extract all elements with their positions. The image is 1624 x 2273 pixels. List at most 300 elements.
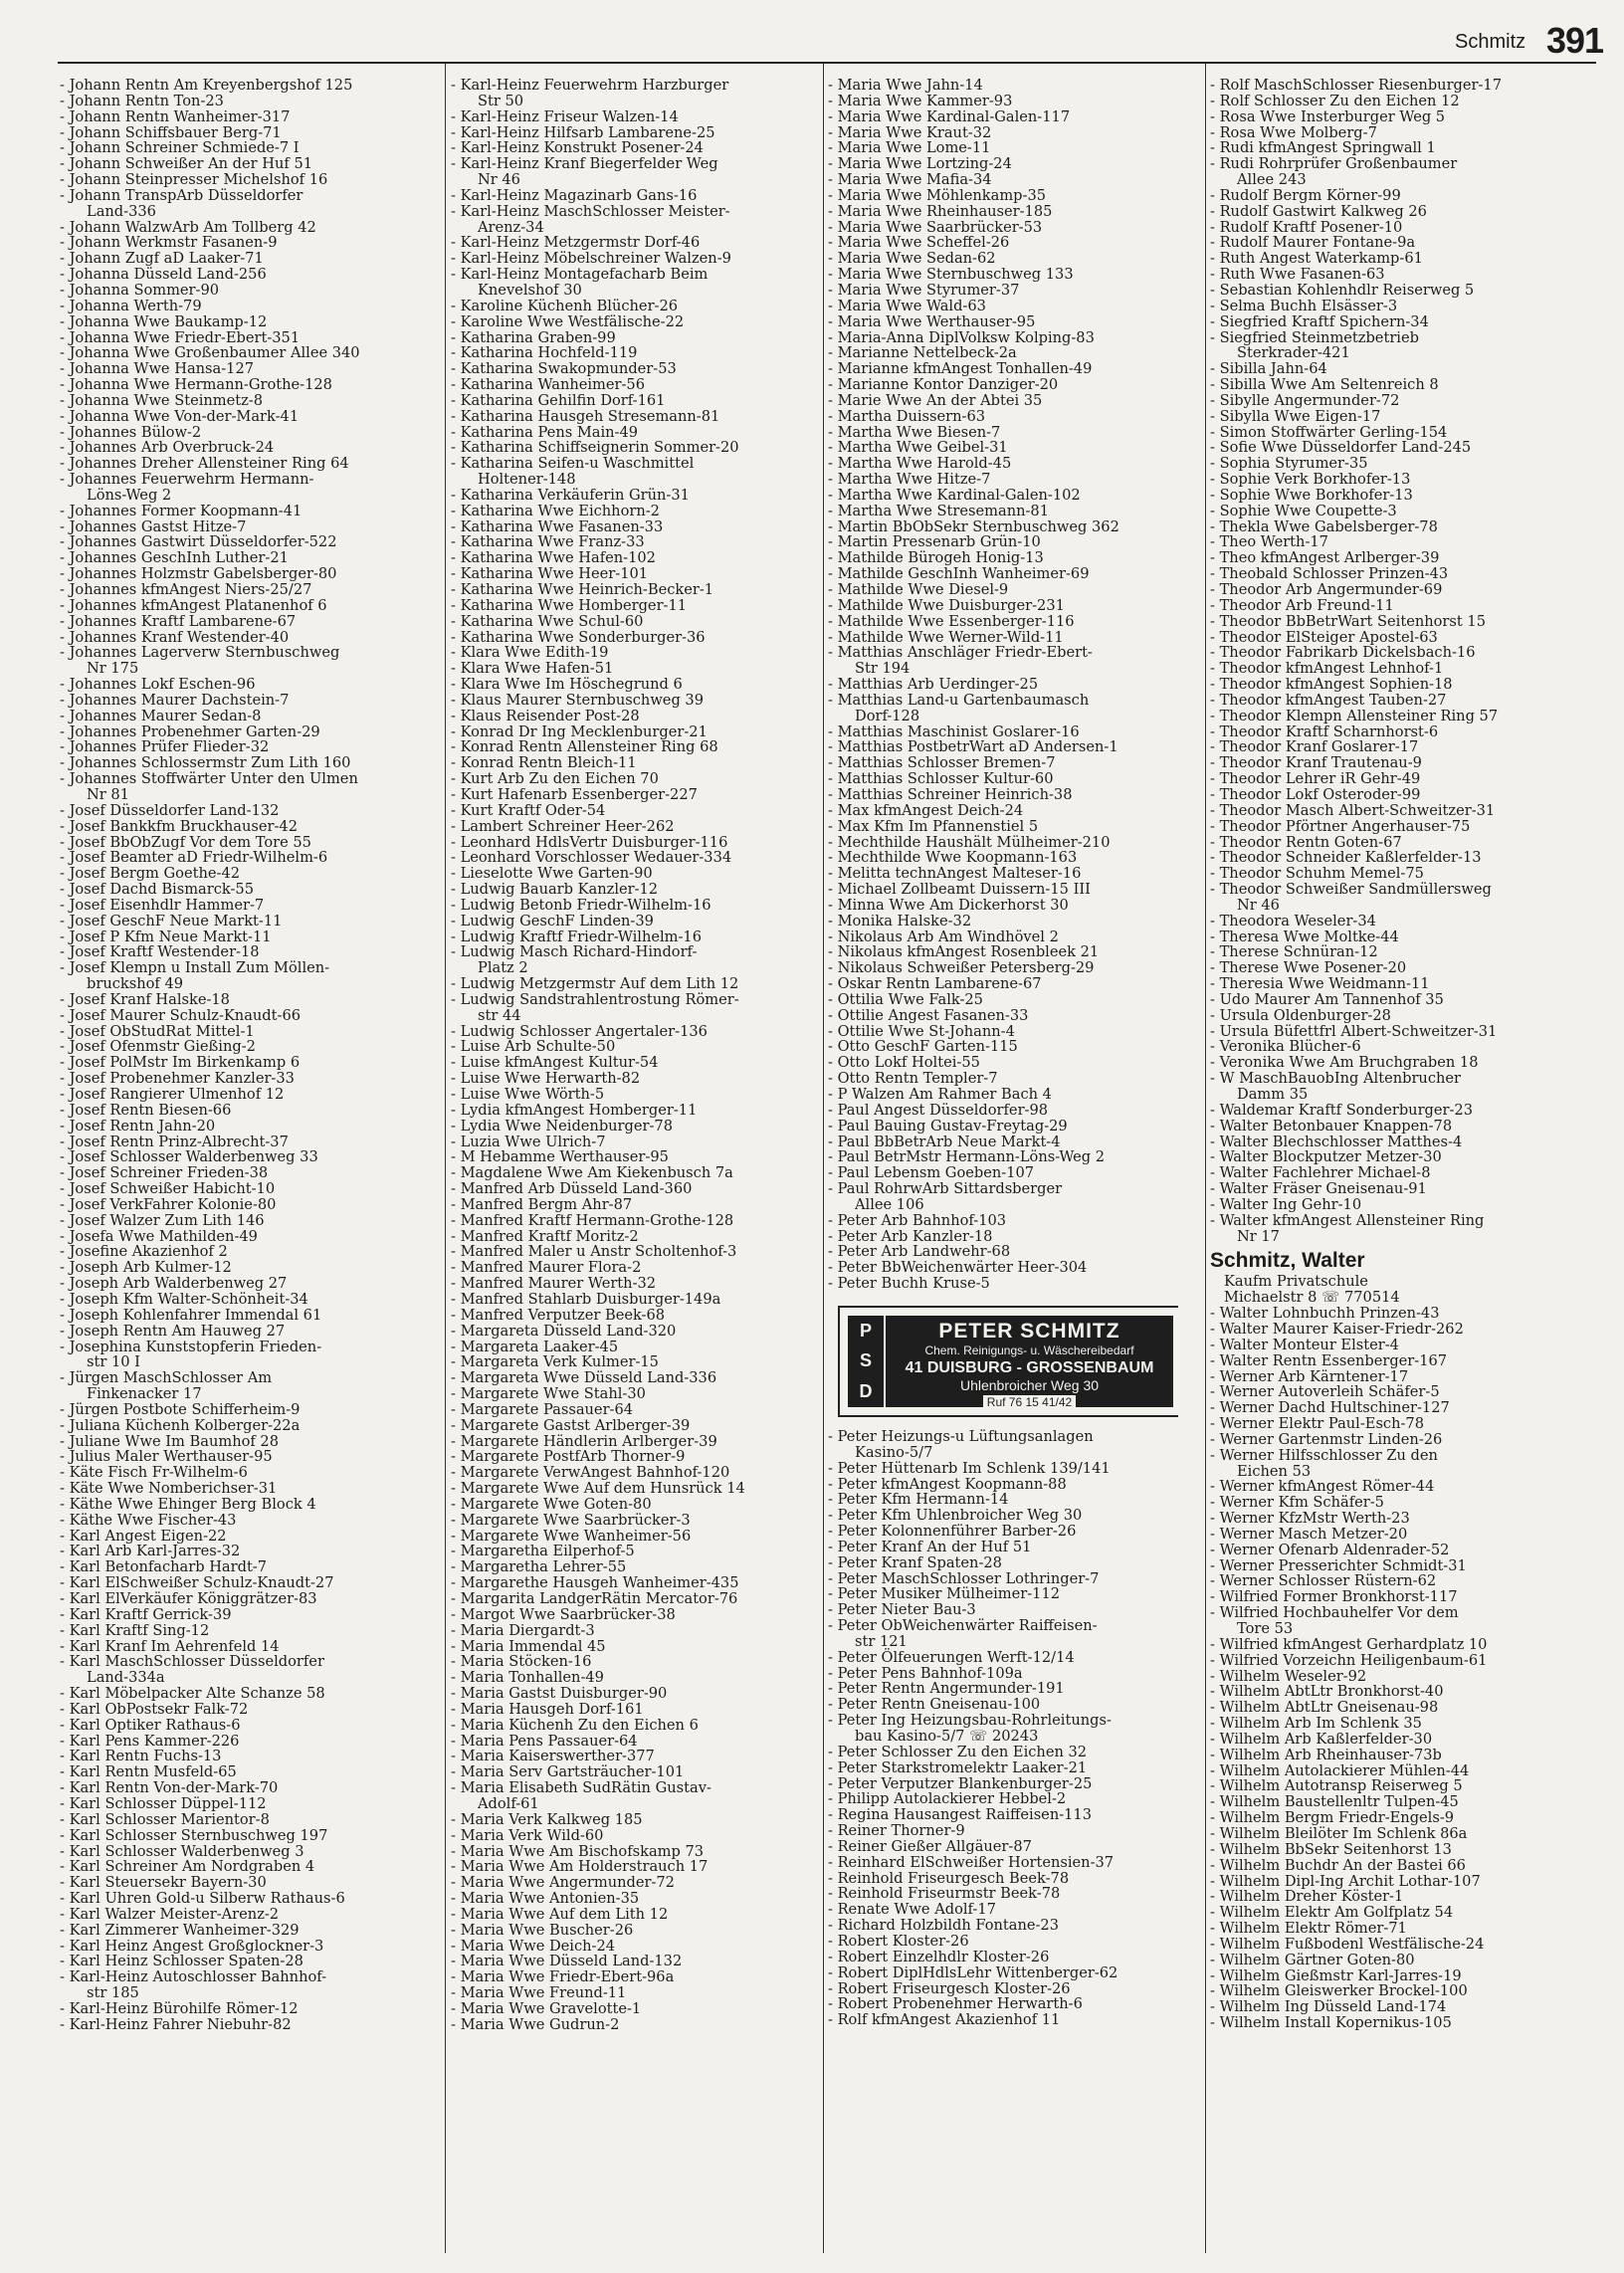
directory-column-4	[1210, 78, 1560, 2031]
directory-entry: - Margarete Gastst Arlberger-39	[451, 1416, 691, 1434]
directory-entry-continuation: str 121	[855, 1632, 908, 1650]
directory-entry: - Margarethe Hausgeh Wanheimer-435	[451, 1574, 739, 1592]
directory-entry: - Werner Ofenarb Aldenrader-52	[1210, 1541, 1450, 1558]
directory-entry: - Katharina Graben-99	[451, 328, 616, 346]
directory-column-3	[828, 78, 1178, 2028]
directory-entry: - Luise Arb Schulte-50	[451, 1038, 616, 1056]
directory-entry: - Wilfried kfmAngest Gerhardplatz 10	[1210, 1635, 1488, 1653]
page-number: 391	[1546, 20, 1604, 61]
directory-entry: - Werner kfmAngest Römer-44	[1210, 1478, 1435, 1496]
directory-entry: - Karl-Heinz Hilfsarb Lambarene-25	[451, 123, 715, 141]
directory-entry: - Luzia Wwe Ulrich-7	[451, 1133, 606, 1150]
directory-entry: - Johannes Schlossermstr Zum Lith 160	[60, 754, 351, 772]
directory-entry: - Theodor BbBetrWart Seitenhorst 15	[1210, 612, 1486, 630]
directory-entry: - Wilfried Hochbauhelfer Vor dem	[1210, 1604, 1459, 1622]
directory-entry: - Karl Rentn Von-der-Mark-70	[60, 1779, 279, 1797]
directory-entry: - Margaretha Eilperhof-5	[451, 1543, 635, 1560]
directory-entry: - Karl Walzer Meister-Arenz-2	[60, 1905, 280, 1923]
advertisement-box	[838, 1306, 1178, 1417]
directory-entry: - Josef ObStudRat Mittel-1	[60, 1022, 255, 1040]
directory-entry: - Walter Blechschlosser Matthes-4	[1210, 1133, 1463, 1150]
directory-entry: - Marianne Nettelbeck-2a	[828, 344, 1017, 362]
directory-entry: - Josef VerkFahrer Kolonie-80	[60, 1195, 277, 1213]
directory-entry: - Margaretha Lehrer-55	[451, 1558, 627, 1576]
directory-entry: - Theodor kfmAngest Lehnhof-1	[1210, 660, 1444, 678]
directory-entry: - Rosa Wwe Molberg-7	[1210, 123, 1377, 141]
directory-entry: - Maria Wwe Friedr-Ebert-96a	[451, 1968, 675, 1986]
ad-letter: D	[859, 1381, 873, 1402]
directory-entry: - Karl Angest Eigen-22	[60, 1527, 227, 1545]
directory-entry: - Wilhelm BbSekr Seitenhorst 13	[1210, 1840, 1452, 1858]
directory-entry-continuation: Str 194	[855, 660, 911, 678]
directory-entry: - Robert Einzelhdlr Kloster-26	[828, 1948, 1050, 1965]
directory-entry: - Kurt Arb Zu den Eichen 70	[451, 770, 659, 788]
directory-entry: - Karl Zimmerer Wanheimer-329	[60, 1921, 300, 1939]
directory-entry: - Peter Starkstromelektr Laaker-21	[828, 1758, 1088, 1776]
directory-entry: - Wilfried Former Bronkhorst-117	[1210, 1588, 1458, 1606]
directory-entry: - Peter Musiker Mülheimer-112	[828, 1585, 1061, 1603]
directory-entry: - Johann Steinpresser Michelshof 16	[60, 171, 328, 189]
directory-entry: - Maria Wwe Sedan-62	[828, 250, 996, 268]
directory-entry: - Karl Schlosser Walderbenweg 3	[60, 1842, 304, 1860]
directory-entry-continuation: Nr 175	[87, 660, 139, 678]
directory-entry: - Werner Arb Kärntener-17	[1210, 1367, 1409, 1385]
directory-entry: - Manfred Maurer Flora-2	[451, 1259, 642, 1277]
directory-entry: - Katharina Wwe Hafen-102	[451, 549, 656, 567]
directory-entry: - Johannes Bülow-2	[60, 423, 202, 441]
directory-entry: - Josef Schweißer Habicht-10	[60, 1180, 276, 1198]
directory-entry: - Katharina Swakopmunder-53	[451, 360, 677, 378]
directory-entry: - Karl Uhren Gold-u Silberw Rathaus-6	[60, 1890, 345, 1908]
directory-entry: - Peter Kolonnenführer Barber-26	[828, 1523, 1077, 1541]
directory-entry: - Karl-Heinz Bürohilfe Römer-12	[60, 1999, 299, 2017]
directory-entry: - Walter Maurer Kaiser-Friedr-262	[1210, 1320, 1464, 1338]
directory-entry: - Juliana Küchenh Kolberger-22a	[60, 1416, 301, 1434]
directory-entry: - Wilhelm Weseler-92	[1210, 1667, 1367, 1685]
directory-entry: - Karl-Heinz Montagefacharb Beim	[451, 266, 709, 284]
directory-entry: - Rudi Rohrprüfer Großenbaumer	[1210, 155, 1458, 173]
directory-entry: - Maria Wwe Werthauser-95	[828, 312, 1036, 330]
entry-list	[828, 78, 1178, 1292]
directory-entry: - Paul RohrwArb Sittardsberger	[828, 1180, 1063, 1198]
directory-entry: - Katharina Verkäuferin Grün-31	[451, 486, 690, 504]
directory-entry: - Karl-Heinz Metzgermstr Dorf-46	[451, 234, 701, 252]
directory-entry: - Karl Schlosser Sternbuschweg 197	[60, 1826, 328, 1844]
directory-entry: - Ludwig Betonb Friedr-Wilhelm-16	[451, 896, 711, 914]
directory-entry: - Reiner Gießer Allgäuer-87	[828, 1837, 1032, 1855]
directory-entry: - Manfred Maler u Anstr Scholtenhof-3	[451, 1243, 737, 1261]
directory-entry: - Lydia kfmAngest Homberger-11	[451, 1101, 698, 1119]
directory-entry: - Klara Wwe Edith-19	[451, 644, 609, 662]
directory-entry: - Karl Steuersekr Bayern-30	[60, 1874, 267, 1892]
directory-entry: - Johannes Kraftf Lambarene-67	[60, 612, 297, 630]
directory-entry: - Josef P Kfm Neue Markt-11	[60, 928, 272, 945]
directory-entry: - Siegfried Steinmetzbetrieb	[1210, 328, 1419, 346]
directory-entry: - Matthias Schlosser Bremen-7	[828, 754, 1056, 772]
section-subline: Kaufm Privatschule	[1224, 1273, 1368, 1291]
directory-entry: - Johanna Wwe Friedr-Ebert-351	[60, 328, 301, 346]
directory-entry: - Katharina Wanheimer-56	[451, 376, 646, 394]
directory-entry: - Karl-Heinz MaschSchlosser Meister-	[451, 202, 730, 220]
section-heading: Schmitz, Walter	[1210, 1249, 1365, 1273]
directory-entry: - Maria Wwe Scheffel-26	[828, 234, 1010, 252]
directory-entry: - Peter Rentn Gneisenau-100	[828, 1696, 1041, 1714]
directory-entry: - Nikolaus Schweißer Petersberg-29	[828, 959, 1095, 977]
directory-entry: - Klaus Maurer Sternbuschweg 39	[451, 691, 704, 709]
directory-entry: - Walter Lohnbuchh Prinzen-43	[1210, 1305, 1440, 1323]
directory-entry: - Lydia Wwe Neidenburger-78	[451, 1117, 673, 1135]
directory-entry: - Johannes Gastst Hitze-7	[60, 517, 247, 535]
directory-entry: - Karl-Heinz Konstrukt Posener-24	[451, 139, 704, 157]
directory-entry: - Johann Rentn Wanheimer-317	[60, 107, 291, 125]
ad-phone: Ruf 76 15 41/42	[983, 1395, 1076, 1409]
directory-entry: - Joseph Arb Walderbenweg 27	[60, 1275, 288, 1293]
directory-entry-continuation: Allee 243	[1237, 171, 1307, 189]
directory-entry: - Johanna Wwe Steinmetz-8	[60, 391, 264, 409]
directory-entry: - Sophie Wwe Coupette-3	[1210, 502, 1397, 519]
directory-entry: - Maria Wwe Styrumer-37	[828, 281, 1020, 299]
directory-entry: - Josef Dachd Bismarck-55	[60, 881, 254, 899]
directory-entry: - Johannes Probenehmer Garten-29	[60, 723, 320, 740]
directory-entry: - Klara Wwe Im Höschegrund 6	[451, 676, 683, 694]
directory-entry: - Katharina Wwe Heinrich-Becker-1	[451, 581, 714, 598]
directory-entry: - Johanna Düsseld Land-256	[60, 266, 267, 284]
directory-entry: - Klara Wwe Hafen-51	[451, 660, 614, 678]
directory-entry: - Ludwig Metzgermstr Auf dem Lith 12	[451, 975, 739, 993]
directory-entry: - Johannes Lagerverw Sternbuschweg	[60, 644, 340, 662]
directory-entry: - Martha Wwe Kardinal-Galen-102	[828, 486, 1081, 504]
directory-entry: - Theodor Arb Freund-11	[1210, 596, 1394, 614]
directory-entry: - Margareta Verk Kulmer-15	[451, 1353, 659, 1371]
directory-entry: - Karl ElSchweißer Schulz-Knaudt-27	[60, 1574, 334, 1592]
directory-entry: - Maria Wwe Auf dem Lith 12	[451, 1905, 669, 1923]
entry-list	[1210, 1306, 1560, 2031]
directory-entry-continuation: bau Kasino-5/7 ☏ 20243	[855, 1728, 1039, 1745]
directory-entry: - Johannes Holzmstr Gabelsberger-80	[60, 565, 337, 583]
directory-entry: - Ludwig Schlosser Angertaler-136	[451, 1022, 708, 1040]
directory-entry: - Ludwig Sandstrahlentrostung Römer-	[451, 990, 739, 1008]
directory-entry: - Josef Bankkfm Bruckhauser-42	[60, 817, 298, 835]
directory-entry: - Karl Schlosser Düppel-112	[60, 1794, 267, 1812]
directory-entry: - Johann Werkmstr Fasanen-9	[60, 234, 278, 252]
directory-entry: - Maria Gastst Duisburger-90	[451, 1685, 668, 1703]
directory-entry: - Reinhard ElSchweißer Hortensien-37	[828, 1853, 1115, 1871]
directory-entry: - Maria Wwe Sternbuschweg 133	[828, 266, 1074, 284]
directory-entry: - Robert Kloster-26	[828, 1932, 969, 1950]
directory-entry: - Maria Verk Kalkweg 185	[451, 1810, 643, 1828]
header-family-name: Schmitz	[1455, 31, 1526, 53]
directory-entry: - Theodor Fabrikarb Dickelsbach-16	[1210, 644, 1476, 662]
directory-entry: - Karl-Heinz Magazinarb Gans-16	[451, 186, 698, 204]
directory-entry: - Wilhelm Bergm Friedr-Engels-9	[1210, 1809, 1455, 1827]
directory-entry: - Jürgen MaschSchlosser Am	[60, 1369, 273, 1387]
directory-entry: - Johann Rentn Am Kreyenbergshof 125	[60, 78, 353, 94]
directory-entry: - Walter Fräser Gneisenau-91	[1210, 1180, 1427, 1198]
directory-entry: - Maria-Anna DiplVolksw Kolping-83	[828, 328, 1095, 346]
directory-entry: - Peter kfmAngest Koopmann-88	[828, 1475, 1067, 1493]
directory-entry: - Maria Wwe Am Holderstrauch 17	[451, 1858, 709, 1876]
directory-entry: - Johann Schweißer An der Huf 51	[60, 155, 313, 173]
directory-entry: - Wilhelm Bleilöter Im Schlenk 86a	[1210, 1824, 1468, 1842]
directory-entry: - Karoline Küchenh Blücher-26	[451, 297, 679, 314]
directory-entry: - Wilfried Vorzeichn Heiligenbaum-61	[1210, 1651, 1488, 1669]
directory-entry: - Lambert Schreiner Heer-262	[451, 817, 675, 835]
directory-entry: - Johannes Former Koopmann-41	[60, 502, 303, 519]
directory-entry: - Theodor Pförtner Angerhauser-75	[1210, 817, 1471, 835]
directory-entry: - Josephina Kunststopferin Frieden-	[60, 1338, 322, 1355]
directory-entry: - Sibilla Jahn-64	[1210, 360, 1327, 378]
directory-entry: - Maria Küchenh Zu den Eichen 6	[451, 1716, 699, 1734]
directory-entry: - Karl Betonfacharb Hardt-7	[60, 1558, 268, 1576]
directory-entry: - Walter Rentn Essenberger-167	[1210, 1351, 1448, 1369]
directory-entry: - Maria Wwe Gravelotte-1	[451, 1999, 642, 2017]
directory-entry: - Josef Rentn Jahn-20	[60, 1117, 216, 1135]
directory-entry: - Peter Arb Landwehr-68	[828, 1243, 1011, 1261]
directory-entry: - Karl-Heinz Feuerwehrm Harzburger	[451, 78, 729, 94]
directory-entry: - Margarete Wwe Auf dem Hunsrück 14	[451, 1480, 745, 1498]
directory-entry: - Manfred Maurer Werth-32	[451, 1275, 657, 1293]
directory-entry: - Peter ObWeichenwärter Raiffeisen-	[828, 1617, 1098, 1635]
directory-entry: - Sophie Verk Borkhofer-13	[1210, 471, 1411, 489]
directory-entry: - Manfred Verputzer Beek-68	[451, 1306, 666, 1324]
directory-entry: - Otto Rentn Templer-7	[828, 1070, 998, 1088]
directory-entry: - Maria Wwe Kraut-32	[828, 123, 992, 141]
directory-entry: - Maria Wwe Mafia-34	[828, 171, 992, 189]
directory-entry: - Leonhard HdlsVertr Duisburger-116	[451, 833, 728, 851]
directory-entry: - Rudi kfmAngest Springwall 1	[1210, 139, 1436, 157]
ad-business-type: Chem. Reinigungs- u. Wäschereibedarf	[924, 1343, 1134, 1357]
directory-entry-continuation: Land-336	[87, 202, 156, 220]
directory-entry: - Werner Masch Metzer-20	[1210, 1525, 1408, 1543]
directory-entry: - Peter Ölfeuerungen Werft-12/14	[828, 1648, 1075, 1666]
column-divider	[823, 64, 824, 2253]
entry-list	[828, 1429, 1178, 2028]
directory-entry: - Karl Arb Karl-Jarres-32	[60, 1543, 241, 1560]
directory-entry: - Peter Kfm Hermann-14	[828, 1491, 1009, 1509]
directory-entry: - Josef Walzer Zum Lith 146	[60, 1211, 265, 1229]
directory-entry: - Maria Wwe Lortzing-24	[828, 155, 1012, 173]
directory-entry: - Josef Bergm Goethe-42	[60, 865, 241, 883]
directory-entry: - Peter Nieter Bau-3	[828, 1601, 976, 1619]
directory-entry: - Karl ObPostsekr Falk-72	[60, 1700, 249, 1718]
directory-entry: - Karl Schreiner Am Nordgraben 4	[60, 1858, 315, 1876]
directory-entry: - Karl-Heinz Kranf Biegerfelder Weg	[451, 155, 718, 173]
directory-entry: - Martha Wwe Geibel-31	[828, 439, 1008, 457]
directory-entry: - Wilhelm Ing Düsseld Land-174	[1210, 1998, 1447, 2016]
directory-entry: - Marianne kfmAngest Tonhallen-49	[828, 360, 1093, 378]
directory-entry: - Werner Dachd Hultschiner-127	[1210, 1399, 1450, 1417]
directory-entry: - Karl Schlosser Marientor-8	[60, 1810, 270, 1828]
directory-entry: - Katharina Wwe Heer-101	[451, 565, 649, 583]
directory-entry: - Maria Stöcken-16	[451, 1653, 592, 1671]
directory-entry: - Theo Werth-17	[1210, 533, 1328, 551]
column-divider	[1205, 64, 1206, 2253]
directory-entry: - Theodor Kraftf Scharnhorst-6	[1210, 723, 1439, 740]
directory-entry: - Josef Kranf Halske-18	[60, 990, 230, 1008]
directory-entry: - Wilhelm Elektr Am Golfplatz 54	[1210, 1904, 1454, 1922]
directory-entry: - Mechthilde Wwe Koopmann-163	[828, 849, 1078, 867]
directory-entry: - Karoline Wwe Westfälische-22	[451, 312, 685, 330]
directory-entry: - Johann Schiffsbauer Berg-71	[60, 123, 282, 141]
directory-entry: - Rudolf Kraftf Posener-10	[1210, 218, 1403, 236]
directory-entry: - Josef Kraftf Westender-18	[60, 943, 260, 961]
directory-entry: - Johannes kfmAngest Niers-25/27	[60, 581, 312, 598]
directory-entry: - Martha Duissern-63	[828, 407, 986, 425]
directory-entry: - Manfred Arb Düsseld Land-360	[451, 1180, 693, 1198]
directory-entry: - Karl Heinz Angest Großglockner-3	[60, 1937, 324, 1955]
directory-entry: - Johanna Sommer-90	[60, 281, 220, 299]
directory-entry: - Selma Buchh Elsässer-3	[1210, 297, 1398, 314]
directory-entry: - Joseph Kohlenfahrer Immendal 61	[60, 1306, 322, 1324]
directory-entry-continuation: Dorf-128	[855, 707, 920, 724]
directory-entry: - Wilhelm Dreher Köster-1	[1210, 1888, 1404, 1906]
directory-entry-continuation: Löns-Weg 2	[87, 486, 172, 504]
directory-entry: - Maria Serv Gartsträucher-101	[451, 1763, 685, 1781]
ad-company-name: PETER SCHMITZ	[938, 1319, 1120, 1343]
directory-entry-continuation: Holtener-148	[478, 471, 576, 489]
directory-entry: - Wilhelm Install Kopernikus-105	[1210, 2014, 1452, 2031]
directory-entry: - Maria Wwe Lome-11	[828, 139, 991, 157]
directory-entry: - Margarete Wwe Goten-80	[451, 1495, 652, 1513]
directory-entry: - Johanna Wwe Hansa-127	[60, 360, 255, 378]
directory-entry: - Maria Wwe Angermunder-72	[451, 1874, 675, 1892]
directory-entry: - Käte Wwe Nomberichser-31	[60, 1480, 278, 1498]
directory-entry: - Josef Düsseldorfer Land-132	[60, 801, 280, 819]
directory-entry: - Theodor Schuhm Memel-75	[1210, 865, 1424, 883]
directory-entry-continuation: Arenz-34	[478, 218, 544, 236]
directory-entry: - Theodor Arb Angermunder-69	[1210, 581, 1443, 598]
ad-street: Uhlenbroicher Weg 30	[959, 1376, 1100, 1393]
directory-entry: - Peter Arb Kanzler-18	[828, 1227, 993, 1245]
directory-entry: - Johannes Arb Overbruck-24	[60, 439, 275, 457]
directory-entry: - Peter Kranf An der Huf 51	[828, 1538, 1032, 1555]
directory-entry-continuation: Nr 46	[478, 171, 520, 189]
directory-entry: - Matthias Anschläger Friedr-Ebert-	[828, 644, 1093, 662]
directory-entry: - Karl-Heinz Fahrer Niebuhr-82	[60, 2015, 292, 2033]
directory-entry: - Maria Wwe Möhlenkamp-35	[828, 186, 1047, 204]
directory-entry: - Johannes Lokf Eschen-96	[60, 676, 256, 694]
directory-entry: - Veronika Blücher-6	[1210, 1038, 1361, 1056]
advertisement-panel	[848, 1316, 1173, 1407]
directory-entry: - Regina Hausangest Raiffeisen-113	[828, 1806, 1093, 1824]
directory-entry: - Wilhelm Elektr Römer-71	[1210, 1920, 1407, 1938]
directory-entry: - Margarete Passauer-64	[451, 1400, 634, 1418]
directory-entry: - Martha Wwe Biesen-7	[828, 423, 1001, 441]
directory-entry: - Manfred Stahlarb Duisburger-149a	[451, 1290, 721, 1308]
directory-entry: - Martha Wwe Stresemann-81	[828, 502, 1049, 519]
directory-entry: - Martin BbObSekr Sternbuschweg 362	[828, 517, 1119, 535]
directory-entry: - Karl ElVerkäufer Königgrätzer-83	[60, 1590, 317, 1607]
directory-entry: - Matthias PostbetrWart aD Andersen-1	[828, 738, 1118, 756]
directory-entry: - Theodor Klempn Allensteiner Ring 57	[1210, 707, 1499, 724]
directory-entry: - Richard Holzbildh Fontane-23	[828, 1917, 1059, 1935]
directory-entry: - Peter Buchh Kruse-5	[828, 1275, 990, 1293]
directory-entry: - Wilhelm Autotransp Reiserweg 5	[1210, 1777, 1463, 1795]
directory-entry: - Margarita LandgerRätin Mercator-76	[451, 1590, 738, 1607]
directory-entry: - Maria Hausgeh Dorf-161	[451, 1700, 644, 1718]
directory-entry-continuation: Nr 46	[1237, 896, 1280, 914]
directory-entry-continuation: Nr 17	[1237, 1227, 1280, 1245]
directory-entry: - Josef Schreiner Frieden-38	[60, 1164, 269, 1182]
directory-entry: - Walter Betonbauer Knappen-78	[1210, 1117, 1453, 1135]
directory-entry: - M Hebamme Werthauser-95	[451, 1148, 669, 1166]
directory-entry: - Margareta Wwe Düsseld Land-336	[451, 1369, 717, 1387]
directory-entry: - Josef Rangierer Ulmenhof 12	[60, 1086, 285, 1103]
directory-entry: - Karl Pens Kammer-226	[60, 1732, 240, 1750]
directory-entry: - Mathilde Wwe Diesel-9	[828, 581, 1009, 598]
directory-entry: - Johann Rentn Ton-23	[60, 92, 224, 109]
directory-entry: - Theobald Schlosser Prinzen-43	[1210, 565, 1449, 583]
directory-entry: - Maria Wwe Deich-24	[451, 1937, 616, 1955]
directory-entry: - Walter Ing Gehr-10	[1210, 1195, 1362, 1213]
directory-entry: - Otto Lokf Holtei-55	[828, 1054, 980, 1072]
directory-entry: - Maria Verk Wild-60	[451, 1826, 604, 1844]
directory-entry: - Michael Zollbeamt Duissern-15 III	[828, 881, 1091, 899]
directory-entry: - Paul BetrMstr Hermann-Löns-Weg 2	[828, 1148, 1106, 1166]
directory-entry: - Sofie Wwe Düsseldorfer Land-245	[1210, 439, 1472, 457]
directory-column-1	[60, 78, 410, 2033]
directory-entry: - Matthias Schlosser Kultur-60	[828, 770, 1054, 788]
directory-entry: - Margot Wwe Saarbrücker-38	[451, 1605, 676, 1623]
directory-entry: - Josef Klempn u Install Zum Möllen-	[60, 959, 330, 977]
directory-entry: - Karl-Heinz Friseur Walzen-14	[451, 107, 679, 125]
section-subline: Michaelstr 8 ☏ 770514	[1224, 1289, 1400, 1307]
header-rule	[58, 62, 1596, 64]
directory-entry: - Matthias Schreiner Heinrich-38	[828, 785, 1073, 803]
directory-entry: - Maria Wwe Buscher-26	[451, 1921, 634, 1939]
directory-entry: - Peter Hüttenarb Im Schlenk 139/141	[828, 1459, 1111, 1477]
directory-entry-continuation: Tore 53	[1237, 1620, 1294, 1637]
directory-entry: - Johannes Maurer Sedan-8	[60, 707, 262, 724]
directory-entry: - Theresa Wwe Moltke-44	[1210, 928, 1399, 945]
directory-entry: - Ludwig Masch Richard-Hindorf-	[451, 943, 698, 961]
directory-entry: - Luise kfmAngest Kultur-54	[451, 1054, 659, 1072]
directory-entry: - Robert Friseurgesch Kloster-26	[828, 1979, 1071, 1997]
directory-entry: - Julius Maler Werthauser-95	[60, 1448, 273, 1466]
directory-entry: - Walter Monteur Elster-4	[1210, 1336, 1399, 1353]
directory-entry: - Paul Angest Düsseldorfer-98	[828, 1101, 1049, 1119]
directory-entry: - Katharina Hausgeh Stresemann-81	[451, 407, 720, 425]
directory-entry: - Juliane Wwe Im Baumhof 28	[60, 1432, 279, 1450]
directory-entry: - Maria Wwe Am Bischofskamp 73	[451, 1842, 705, 1860]
directory-entry: - Sebastian Kohlenhdlr Reiserweg 5	[1210, 281, 1475, 299]
directory-entry: - Maria Tonhallen-49	[451, 1669, 604, 1687]
directory-entry: - Rolf Schlosser Zu den Eichen 12	[1210, 92, 1460, 109]
directory-entry: - Josef Rentn Biesen-66	[60, 1101, 232, 1119]
directory-entry: - Käte Fisch Fr-Wilhelm-6	[60, 1464, 248, 1482]
directory-entry: - Johanna Werth-79	[60, 297, 202, 314]
directory-entry: - Martha Wwe Harold-45	[828, 455, 1012, 473]
directory-entry: - Werner KfzMstr Werth-23	[1210, 1510, 1410, 1528]
directory-entry: - Udo Maurer Am Tannenhof 35	[1210, 990, 1444, 1008]
directory-entry: - Josef Schlosser Walderbenweg 33	[60, 1148, 318, 1166]
directory-entry: - Josef BbObZugf Vor dem Tore 55	[60, 833, 311, 851]
directory-entry: - Peter BbWeichenwärter Heer-304	[828, 1259, 1088, 1277]
directory-entry: - Johannes Kranf Westender-40	[60, 628, 290, 646]
directory-entry: - Josef Probenehmer Kanzler-33	[60, 1070, 295, 1088]
directory-entry: - Rudolf Maurer Fontane-9a	[1210, 234, 1416, 252]
directory-entry: - Karl Kraftf Sing-12	[60, 1621, 210, 1639]
directory-entry: - Mathilde Wwe Werner-Wild-11	[828, 628, 1064, 646]
directory-entry: - Sophia Styrumer-35	[1210, 455, 1368, 473]
directory-entry: - Margarete Händlerin Arlberger-39	[451, 1432, 717, 1450]
directory-entry: - Johannes Stoffwärter Unter den Ulmen	[60, 770, 358, 788]
directory-entry: - Werner Gartenmstr Linden-26	[1210, 1430, 1443, 1448]
directory-entry: - Luise Wwe Wörth-5	[451, 1086, 605, 1103]
directory-entry: - Karl Rentn Fuchs-13	[60, 1748, 222, 1765]
directory-entry: - Klaus Reisender Post-28	[451, 707, 640, 724]
directory-entry: - Ludwig Kraftf Friedr-Wilhelm-16	[451, 928, 703, 945]
